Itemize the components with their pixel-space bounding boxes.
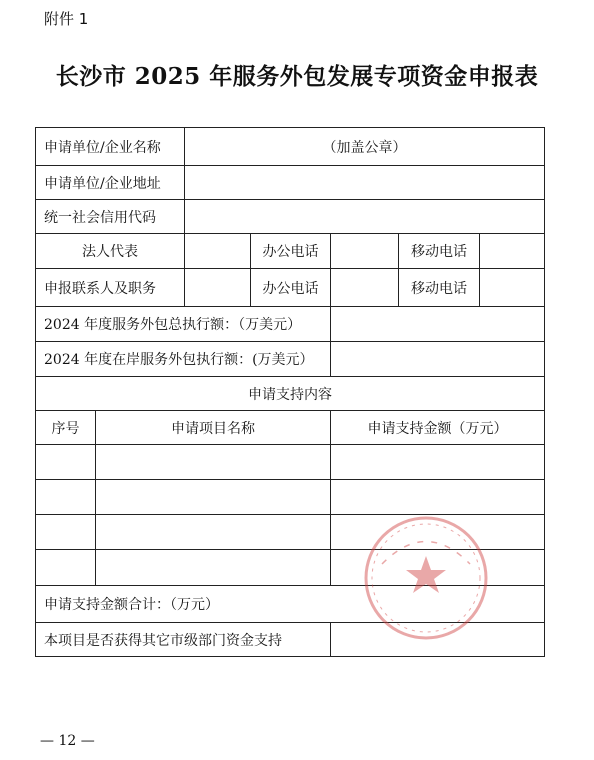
col-divider (184, 268, 185, 306)
row-divider (35, 479, 545, 480)
onshore-exec-label: 2024 年度在岸服务外包执行额：(万美元） (44, 352, 314, 368)
mobile-phone-label-2: 移动电话 (411, 280, 467, 297)
applicant-name-label: 申请单位/企业名称 (44, 139, 161, 156)
col-header-amount: 申请支持金额（万元） (367, 420, 508, 437)
col-divider (479, 233, 480, 306)
office-phone-label: 办公电话 (262, 244, 319, 260)
page-number: — 12 — (40, 733, 95, 749)
col-header-project: 申请项目名称 (171, 420, 255, 437)
total-amount-label: 申请支持金额合计：（万元） (44, 597, 219, 613)
office-phone-label-2: 办公电话 (262, 280, 319, 297)
credit-code-label: 统一社会信用代码 (44, 209, 156, 226)
form-border-bottom (35, 656, 545, 657)
applicant-name-value: （加盖公章） (322, 139, 407, 156)
attachment-label: 附件 1 (44, 10, 89, 28)
col-divider (330, 233, 331, 306)
mobile-phone-label: 移动电话 (411, 244, 467, 260)
applicant-address-label: 申请单位/企业地址 (44, 175, 161, 192)
form-border-right (544, 127, 545, 657)
row-divider (35, 444, 545, 445)
total-exec-label: 2024 年度服务外包总执行额：（万美元） (44, 317, 302, 333)
col-header-seq: 序号 (51, 420, 80, 437)
legal-rep-label: 法人代表 (82, 244, 138, 260)
official-seal-stamp (362, 514, 490, 642)
col-divider (330, 306, 331, 376)
support-section-title: 申请支持内容 (248, 386, 332, 403)
contact-label: 申报联系人及职务 (44, 280, 156, 297)
page-title: 长沙市 2025 年服务外包发展专项资金申报表 (55, 63, 539, 90)
col-divider (330, 622, 331, 656)
other-support-label: 本项目是否获得其它市级部门资金支持 (44, 632, 282, 649)
